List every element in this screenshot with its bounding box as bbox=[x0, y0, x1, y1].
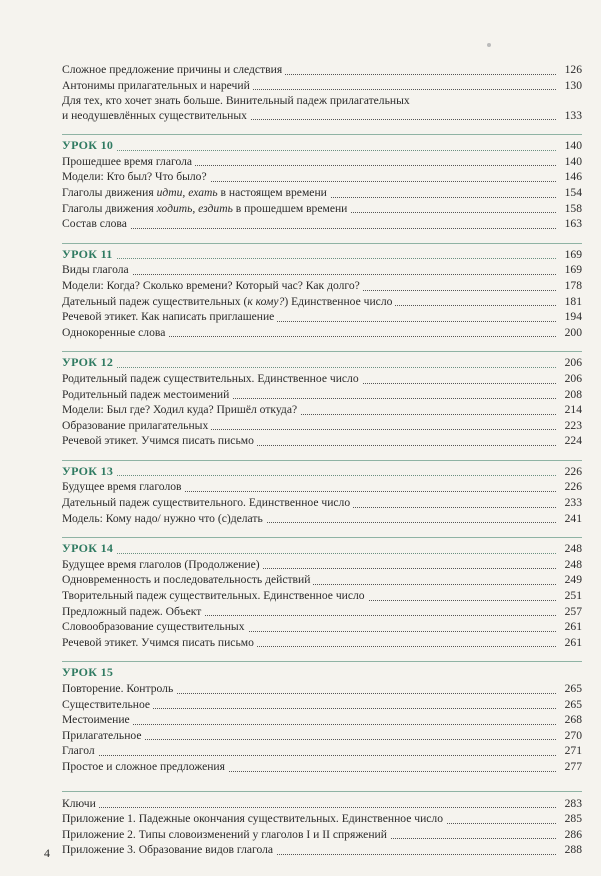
page-ref: 261 bbox=[556, 635, 582, 651]
lesson-heading[interactable]: УРОК 14 248 bbox=[62, 541, 582, 556]
toc-entry[interactable]: Будущее время глаголов 226 bbox=[62, 480, 582, 494]
page-ref: 285 bbox=[556, 811, 582, 827]
page-ref: 265 bbox=[556, 681, 582, 697]
page-ref: 206 bbox=[556, 355, 582, 371]
lesson-heading[interactable]: УРОК 15 bbox=[62, 665, 582, 681]
lesson-heading[interactable]: УРОК 12 206 bbox=[62, 355, 582, 370]
page-ref: 265 bbox=[556, 697, 582, 713]
table-of-contents bbox=[62, 62, 582, 858]
toc-entry[interactable]: Образование прилагательных 223 bbox=[62, 418, 582, 432]
toc-entry[interactable]: Дательный падеж существительных (к кому?) Единственное число 181 bbox=[62, 294, 582, 308]
toc-entry[interactable]: Сложное предложение причины и следствия 126 bbox=[62, 63, 582, 76]
toc-entry[interactable]: Прошедшее время глагола 140 bbox=[62, 154, 582, 168]
toc-entry[interactable]: Антонимы прилагательных и наречий 130 bbox=[62, 78, 582, 92]
toc-entry[interactable]: Речевой этикет. Учимся писать письмо 224 bbox=[62, 434, 582, 448]
page-ref: 233 bbox=[556, 495, 582, 511]
toc-entry[interactable]: Глаголы движения идти, ехать в настоящем времени 154 bbox=[62, 185, 582, 199]
page-ref: 241 bbox=[556, 511, 582, 527]
toc-entry[interactable]: Творительный падеж существительных. Единственное число 251 bbox=[62, 589, 582, 603]
page-ref: 288 bbox=[556, 842, 582, 858]
page-ref: 223 bbox=[556, 418, 582, 434]
page-ref: 146 bbox=[556, 169, 582, 185]
page-ref: 283 bbox=[556, 796, 582, 812]
page-ref: 140 bbox=[556, 154, 582, 170]
toc-entry-line1: Для тех, кто хочет знать больше. Винительный падеж прилагательных bbox=[62, 94, 410, 108]
lesson-11-section bbox=[62, 243, 582, 341]
toc-entry[interactable]: Приложение 2. Типы словоизменений у глаголов I и II спряжений 286 bbox=[62, 827, 582, 841]
page-ref: 140 bbox=[556, 138, 582, 154]
toc-entry[interactable]: Виды глагола 169 bbox=[62, 263, 582, 277]
page-ref: 214 bbox=[556, 402, 582, 418]
page-number: 4 bbox=[44, 846, 50, 860]
page-ref: 154 bbox=[556, 185, 582, 201]
toc-entry[interactable]: Родительный падеж местоимений 208 bbox=[62, 387, 582, 401]
lesson-heading[interactable]: УРОК 13 226 bbox=[62, 463, 582, 478]
page-ref: 208 bbox=[556, 387, 582, 403]
toc-entry[interactable]: Глаголы движения ходить, ездить в прошедшем времени 158 bbox=[62, 201, 582, 215]
page-ref: 178 bbox=[556, 278, 582, 294]
lesson-14-section bbox=[62, 537, 582, 650]
toc-entry[interactable]: Родительный падеж существительных. Единственное число 206 bbox=[62, 371, 582, 385]
appendix-section bbox=[62, 791, 582, 858]
page-ref: 277 bbox=[556, 759, 582, 775]
lesson-15-section bbox=[62, 661, 582, 774]
toc-entry[interactable]: Однокоренные слова 200 bbox=[62, 325, 582, 339]
page-ref: 249 bbox=[556, 572, 582, 588]
toc-entry[interactable]: Предложный падеж. Объект 257 bbox=[62, 604, 582, 618]
toc-entry[interactable]: Существительное 265 bbox=[62, 697, 582, 711]
page-ref: 163 bbox=[556, 216, 582, 232]
page-ref: 248 bbox=[556, 541, 582, 557]
toc-entry[interactable]: Приложение 3. Образование видов глагола 288 bbox=[62, 843, 582, 857]
toc-entry[interactable]: Речевой этикет. Как написать приглашение 194 bbox=[62, 310, 582, 324]
toc-entry[interactable]: Словообразование существительных 261 bbox=[62, 620, 582, 634]
toc-entry[interactable] bbox=[62, 93, 582, 123]
toc-entry[interactable]: Речевой этикет. Учимся писать письмо 261 bbox=[62, 635, 582, 649]
page-ref: 251 bbox=[556, 588, 582, 604]
page-ref: 169 bbox=[556, 247, 582, 263]
toc-entry[interactable]: Ключи 283 bbox=[62, 796, 582, 810]
toc-entry[interactable]: Местоимение 268 bbox=[62, 713, 582, 727]
page-ref: 224 bbox=[556, 433, 582, 449]
page-ref: 181 bbox=[556, 294, 582, 310]
page-ref: 261 bbox=[556, 619, 582, 635]
page-ref: 257 bbox=[556, 604, 582, 620]
toc-entry[interactable]: Повторение. Контроль 265 bbox=[62, 682, 582, 695]
page-ref: 200 bbox=[556, 325, 582, 341]
toc-entry[interactable]: Простое и сложное предложения 277 bbox=[62, 759, 582, 773]
toc-entry[interactable]: Прилагательное 270 bbox=[62, 728, 582, 742]
page-ref: 126 bbox=[556, 62, 582, 78]
toc-entry[interactable]: Модель: Кому надо/ нужно что (с)делать 241 bbox=[62, 511, 582, 525]
toc-entry[interactable]: Модели: Был где? Ходил куда? Пришёл откуда? 214 bbox=[62, 403, 582, 417]
toc-entry-line2: и неодушевлённых существительных bbox=[62, 109, 250, 122]
page-ref: 130 bbox=[556, 78, 582, 94]
page-ref: 248 bbox=[556, 557, 582, 573]
lesson-13-section bbox=[62, 460, 582, 526]
toc-entry[interactable]: Модели: Когда? Сколько времени? Который час? Как долго? 178 bbox=[62, 278, 582, 292]
lesson-heading[interactable]: УРОК 11 169 bbox=[62, 246, 582, 261]
ink-speck bbox=[487, 43, 491, 47]
toc-entry[interactable]: Одновременность и последовательность действий 249 bbox=[62, 573, 582, 587]
page-ref: 206 bbox=[556, 371, 582, 387]
page-ref: 158 bbox=[556, 201, 582, 217]
toc-entry[interactable]: Будущее время глаголов (Продолжение) 248 bbox=[62, 557, 582, 571]
page-ref: 268 bbox=[556, 712, 582, 728]
toc-entry[interactable]: Состав слова 163 bbox=[62, 217, 582, 231]
page-ref: 133 bbox=[556, 108, 582, 124]
toc-entry[interactable]: Дательный падеж существительного. Единственное число 233 bbox=[62, 496, 582, 510]
lesson-10-section bbox=[62, 134, 582, 232]
page-ref: 270 bbox=[556, 728, 582, 744]
toc-entry[interactable]: Приложение 1. Падежные окончания существительных. Единственное число 285 bbox=[62, 812, 582, 826]
lesson-heading[interactable]: УРОК 10 140 bbox=[62, 138, 582, 153]
page-ref: 169 bbox=[556, 262, 582, 278]
page-ref: 226 bbox=[556, 479, 582, 495]
page-ref: 286 bbox=[556, 827, 582, 843]
page-ref: 271 bbox=[556, 743, 582, 759]
toc-entry[interactable]: Глагол 271 bbox=[62, 744, 582, 758]
page-ref: 226 bbox=[556, 464, 582, 480]
page-ref: 194 bbox=[556, 309, 582, 325]
toc-entry[interactable]: Модели: Кто был? Что было? 146 bbox=[62, 170, 582, 184]
lesson-12-section bbox=[62, 351, 582, 449]
